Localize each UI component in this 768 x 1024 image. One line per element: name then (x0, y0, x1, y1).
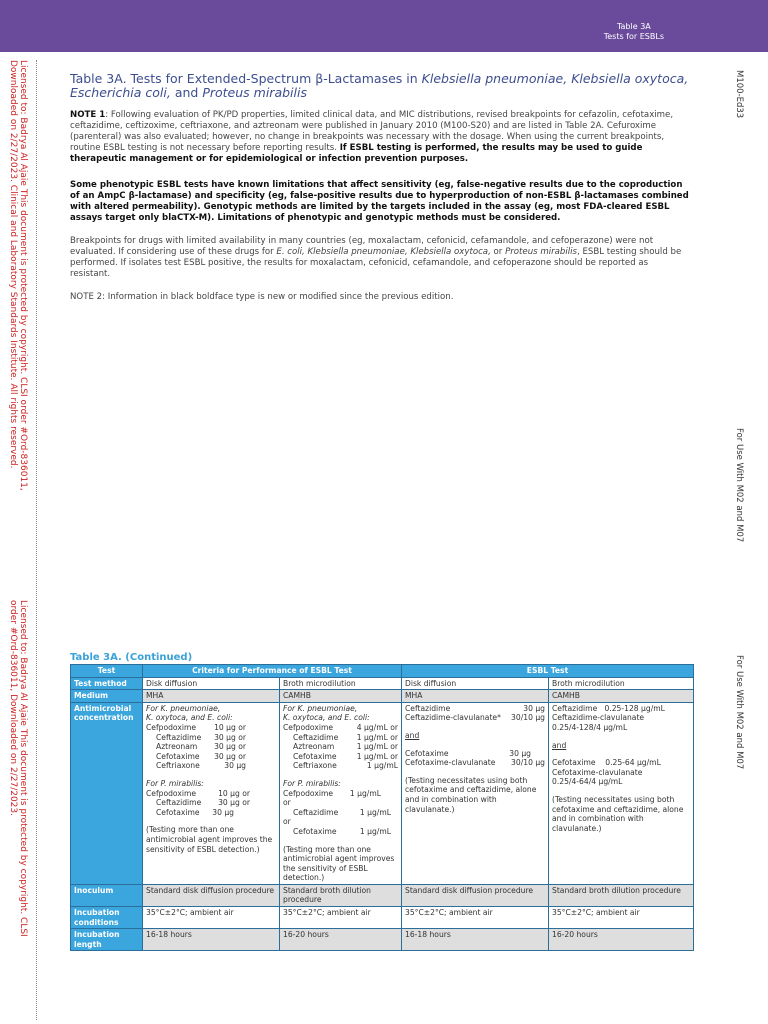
row-label: Inoculum (71, 884, 143, 906)
header-line2: Tests for ESBLs (603, 32, 664, 41)
cell: 16-20 hours (280, 929, 402, 951)
cell-conc-esbl-disk: Ceftazidime 30 µg Ceftazidime-clavulanate* 30/10 µg and Cefotaxime 30 µg Cefotaxime-clavulanate 30/10 µg (Testing necessitates using both cefotaxime and ceftazidime, alone and in combination with clavulanate.) (402, 702, 549, 884)
header-test: Test (71, 665, 143, 678)
cell: Standard broth dilution procedure (280, 884, 402, 906)
cell: 16-18 hours (143, 929, 280, 951)
header-esbl: ESBL Test (402, 665, 694, 678)
table-caption: Table 3A. (Continued) (70, 652, 193, 663)
table-row (71, 690, 694, 703)
cell: Broth microdilution (280, 677, 402, 690)
license-watermark-bottom: Licensed to: Badrya Al Ajaie This document is protected by copyright. CLSI order #Ord-836011, Downloaded on 2/27/2023. (8, 600, 28, 937)
table-row (71, 884, 694, 906)
usage-side-top: For Use With M02 and M07 (734, 428, 744, 543)
table-header-row (71, 665, 694, 678)
cell: Standard broth dilution procedure (549, 884, 694, 906)
cell: CAMHB (280, 690, 402, 703)
cell: Standard disk diffusion procedure (402, 884, 549, 906)
cell-conc-esbl-broth: Ceftazidime 0.25-128 µg/mL Ceftazidime-clavulanate 0.25/4-128/4 µg/mL and Cefotaxime 0.25-64 µg/mL Cefotaxime-clavulanate 0.25/4-64/4 µg/mL (Testing necessitates using both cefotaxime and ceftazidime, alone and in combination with clavulanate.) (549, 702, 694, 884)
note2-paragraph: NOTE 2: Information in black boldface type is new or modified since the previous edition. (70, 292, 454, 302)
margin-dotted-line (36, 60, 37, 1020)
header-line1: Table 3A (616, 22, 651, 31)
cell: 35°C±2°C; ambient air (549, 907, 694, 929)
row-label: Test method (71, 677, 143, 690)
row-label: Antimicrobial concentration (71, 702, 143, 884)
cell: Broth microdilution (549, 677, 694, 690)
cell: MHA (402, 690, 549, 703)
row-label: Incubation length (71, 929, 143, 951)
license-watermark-top: Licensed to: Badrya Al Ajaie This document is protected by copyright. CLSI order #Ord-836011, Downloaded on 2/27/2023. Clinical and Laboratory Standards Institute. All rights reserved. (8, 60, 28, 491)
cell-conc-disk: For K. pneumoniae, K. oxytoca, and E. coli: Cefpodoxime 10 µg or Ceftazidime 30 µg or Aztreonam 30 µg or Cefotaxime 30 µg or Ceftriaxone 30 µg For P. mirabilis: Cefpodoxime 10 µg or Ceftazidime 30 µg or Cefotaxime 30 µg (Testing more than one antimicrobial agent improves the sensitivity of ESBL detection.) (143, 702, 280, 884)
cell: MHA (143, 690, 280, 703)
table-row (71, 677, 694, 690)
note1-paragraph: NOTE 1: Following evaluation of PK/PD properties, limited clinical data, and MIC distributions, revised breakpoints for cefazolin, cefotaxime, ceftazidime, ceftizoxime, ceftriaxone, and aztreonam were published in January 2010 (M100-S20) and are listed in Table 2A. Cefuroxime (parenteral) was also evaluated; however, no change in breakpoints was necessary with the dosage. When using the current breakpoints, routine ESBL testing is not necessary before reporting results. If ESBL testing is performed, the results may be used to guide therapeutic management or for epidemiological or infection prevention purposes. (70, 110, 674, 164)
cell: 35°C±2°C; ambient air (143, 907, 280, 929)
table-row (71, 702, 694, 884)
cell: 35°C±2°C; ambient air (402, 907, 549, 929)
limitations-paragraph: Some phenotypic ESBL tests have known limitations that affect sensitivity (eg, false-negative results due to the coproduction of an AmpC β-lactamase) and specificity (eg, false-positive results due to hyperproduction of non-ESBL β-lactamases combined with altered permeability). Genotypic methods are limited by the targets included in the assay (eg, most FDA-cleared ESBL assays target only blaCTX-M). Limitations of phenotypic and genotypic methods must be considered. (70, 180, 689, 223)
doc-code-side: M100-Ed33 (734, 70, 744, 119)
header-criteria: Criteria for Performance of ESBL Test (143, 665, 402, 678)
esbl-table (70, 664, 694, 951)
cell: 16-20 hours (549, 929, 694, 951)
table-row (71, 907, 694, 929)
page-title: Table 3A. Tests for Extended-Spectrum β-Lactamases in Klebsiella pneumoniae, Klebsiella oxytoca, Escherichia coli, and Proteus mirabilis (70, 71, 689, 100)
table-row (71, 929, 694, 951)
row-label: Incubation conditions (71, 907, 143, 929)
cell: CAMHB (549, 690, 694, 703)
usage-side-bottom: For Use With M02 and M07 (734, 655, 744, 770)
cell: Disk diffusion (402, 677, 549, 690)
row-label: Medium (71, 690, 143, 703)
cell: 35°C±2°C; ambient air (280, 907, 402, 929)
cell: Disk diffusion (143, 677, 280, 690)
cell: 16-18 hours (402, 929, 549, 951)
cell-conc-broth: For K. pneumoniae, K. oxytoca, and E. coli: Cefpodoxime 4 µg/mL or Ceftazidime 1 µg/mL or Aztreonam 1 µg/mL or Cefotaxime 1 µg/mL or Ceftriaxone 1 µg/mL For P. mirabilis: Cefpodoxime 1 µg/mL or Ceftazidime 1 µg/mL or Cefotaxime 1 µg/mL (Testing more than one antimicrobial agent improves the sensitivity of ESBL detection.) (280, 702, 402, 884)
cell: Standard disk diffusion procedure (143, 884, 280, 906)
header-bar (0, 0, 768, 52)
header-label (604, 22, 664, 42)
breakpoints-paragraph: Breakpoints for drugs with limited availability in many countries (eg, moxalactam, cefonicid, cefamandole, and cefoperazone) were not evaluated. If considering use of these drugs for E. coli, Klebsiella pneumoniae, Klebsiella oxytoca, or Proteus mirabilis, ESBL testing should be performed. If isolates test ESBL positive, the results for moxalactam, cefonicid, cefamandole, and cefoperazone should be reported as resistant. (70, 236, 682, 279)
